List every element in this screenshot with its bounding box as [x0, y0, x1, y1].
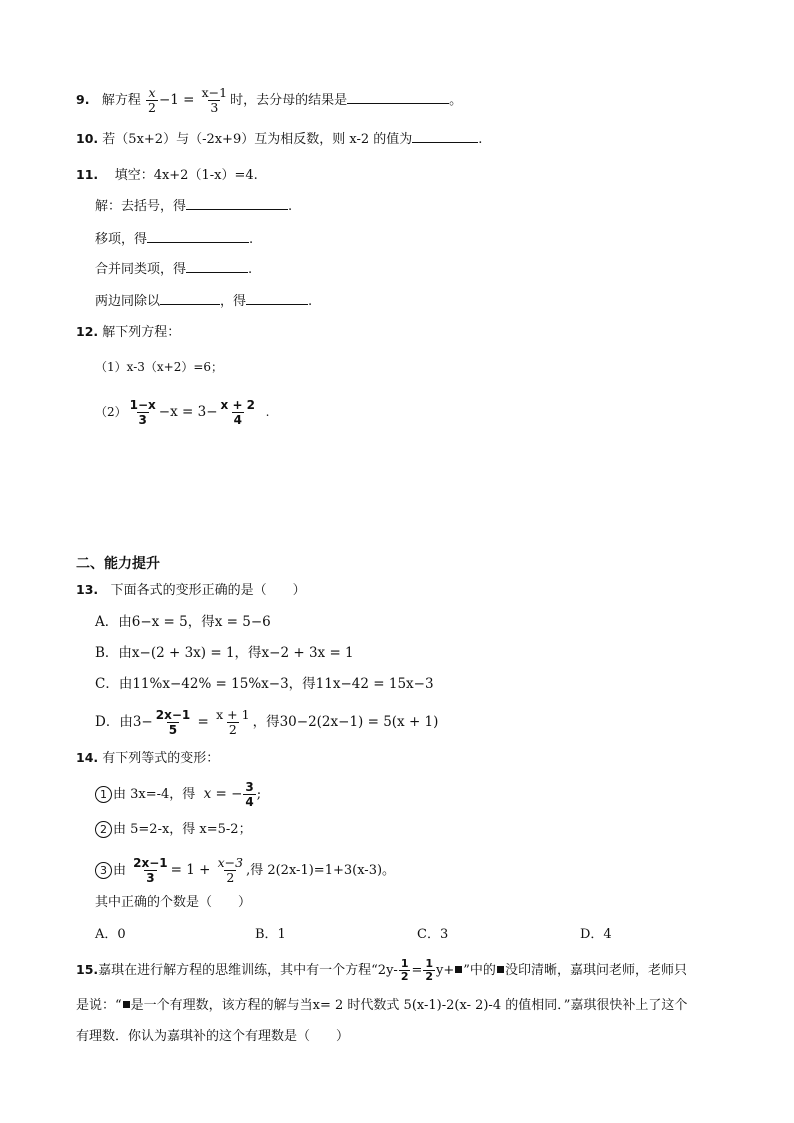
fraction: $\frac{x + 2}{4}$: [220, 398, 256, 427]
option-a[interactable]: A．由6−x = 5，得x = 5−6: [95, 614, 271, 630]
q14-statement-2: 2 由 5=2-x，得 x=5-2；: [95, 820, 252, 840]
q14-statement-1: 1 由 3x=-4，得 x = − $\frac{3}{4}$ ;: [95, 780, 261, 809]
option-c[interactable]: C．3: [417, 927, 449, 942]
question-14: [76, 748, 219, 769]
punctuation: 。: [449, 93, 463, 108]
q11-step-2: 移项，得 .: [95, 228, 253, 250]
question-number: 9.: [76, 92, 90, 107]
question-text: 填空：4x+2（1-x）=4.: [114, 168, 258, 183]
step-label: 合并同类项，得: [95, 262, 187, 277]
fraction: $\frac{x}{2}$: [148, 85, 156, 115]
q14-statement-3: 3 由 $\frac{2x-1}{3}$ = 1 + $\frac{x-3}{2}$ ,得 2(2x-1)=1+3(x-3)。: [95, 856, 395, 885]
blot-mark: [455, 966, 462, 973]
q12-part-1: [95, 357, 223, 377]
option-d[interactable]: D．4: [580, 927, 612, 942]
answer-blank[interactable]: [246, 290, 308, 305]
question-text: 时，去分母的结果是: [230, 93, 348, 108]
answer-blank[interactable]: [347, 89, 449, 104]
question-11: [76, 165, 258, 186]
question-text: 有下列等式的变形：: [102, 751, 220, 766]
option-a[interactable]: A．0: [95, 927, 126, 942]
math-text: −x = 3−: [158, 404, 218, 420]
q11-step-3: 合并同类项，得 .: [95, 258, 252, 280]
option-b[interactable]: B．由x−(2 + 3x) = 1，得x−2 + 3x = 1: [95, 645, 354, 661]
question-number: 14.: [76, 750, 99, 765]
circled-number-3: 3: [95, 862, 112, 879]
question-12: [76, 322, 180, 343]
section-title: 二、能力提升: [76, 556, 160, 572]
answer-blank[interactable]: [186, 258, 248, 273]
question-10: [76, 128, 482, 150]
question-15-line-3: 有理数．你认为嘉琪补的这个有理数是（ ）: [76, 1029, 350, 1044]
question-9: [76, 86, 462, 115]
blot-mark: [497, 966, 504, 973]
q14-options: [95, 925, 715, 945]
fraction: $\frac{2x-1}{5}$: [155, 708, 191, 737]
question-number: 13.: [76, 582, 99, 597]
question-number: 11.: [76, 167, 99, 182]
option-d[interactable]: D．由3− $\frac{2x-1}{5}$ = $\frac{x + 1}{2}$ ，得30−2(2x−1) = 5(x + 1): [95, 707, 439, 737]
q12-part-2: （2） $\frac{1-x}{3}$ −x = 3− $\frac{x + 2}{4}$ .: [95, 398, 270, 427]
punctuation: .: [478, 132, 483, 147]
fraction: $\frac{3}{4}$: [245, 780, 254, 809]
step-label: ，得: [220, 294, 247, 309]
fraction: $\frac{x-3}{2}$: [217, 855, 244, 885]
q14-question: 其中正确的个数是（ ）: [95, 895, 252, 910]
fraction: $\frac{1}{2}$: [400, 957, 409, 983]
circled-number-2: 2: [95, 821, 112, 838]
question-text: 若（5x+2）与（-2x+9）互为相反数，则 x-2 的值为: [102, 132, 413, 147]
part-label: （2）: [95, 405, 127, 419]
answer-blank[interactable]: [147, 228, 249, 243]
equation: （1）x-3（x+2）=6；: [95, 360, 224, 374]
question-15-line-2: 是说：“ 是一个有理数，该方程的解与当x= 2 时代数式 5(x-1)-2(x- 2)-4 的值相同．”嘉琪很快补上了这个: [76, 998, 688, 1013]
question-text: 解下列方程：: [102, 325, 181, 340]
question-text: 下面各式的变形正确的是（ ）: [110, 583, 306, 598]
option-b[interactable]: B．1: [255, 927, 286, 942]
blot-mark: [123, 1001, 130, 1008]
fraction: $\frac{2x-1}{3}$: [133, 856, 168, 885]
circled-number-1: 1: [95, 786, 112, 803]
math-text: −1 =: [158, 92, 195, 108]
question-13: [76, 580, 306, 601]
fraction: $\frac{1-x}{3}$: [129, 398, 156, 427]
fraction: $\frac{1}{2}$: [425, 957, 434, 983]
question-number: 10.: [76, 131, 99, 146]
q11-step-4: 两边同除以 ，得 .: [95, 290, 312, 312]
option-c[interactable]: C．由11%x−42% = 15%x−3，得11x−42 = 15x−3: [95, 676, 434, 692]
step-label: 两边同除以: [95, 294, 161, 309]
step-label: 移项，得: [95, 232, 148, 247]
fraction: $\frac{x + 1}{2}$: [216, 707, 250, 737]
step-label: 解：去括号，得: [95, 199, 187, 214]
question-number: 12.: [76, 324, 99, 339]
q11-step-1: 解：去括号，得 .: [95, 195, 292, 217]
fraction: $\frac{x-1}{3}$: [201, 85, 228, 115]
question-15-line-1: 15.嘉琪在进行解方程的思维训练，其中有一个方程“2y- $\frac{1}{2}$ = $\frac{1}{2}$ y+ ”中的 没印清晰，嘉琪问老师，老师只: [76, 957, 687, 983]
answer-blank[interactable]: [412, 128, 478, 143]
answer-blank[interactable]: [160, 290, 220, 305]
question-text: 解方程: [101, 93, 141, 108]
answer-blank[interactable]: [186, 195, 288, 210]
question-number: 15.: [76, 962, 99, 977]
